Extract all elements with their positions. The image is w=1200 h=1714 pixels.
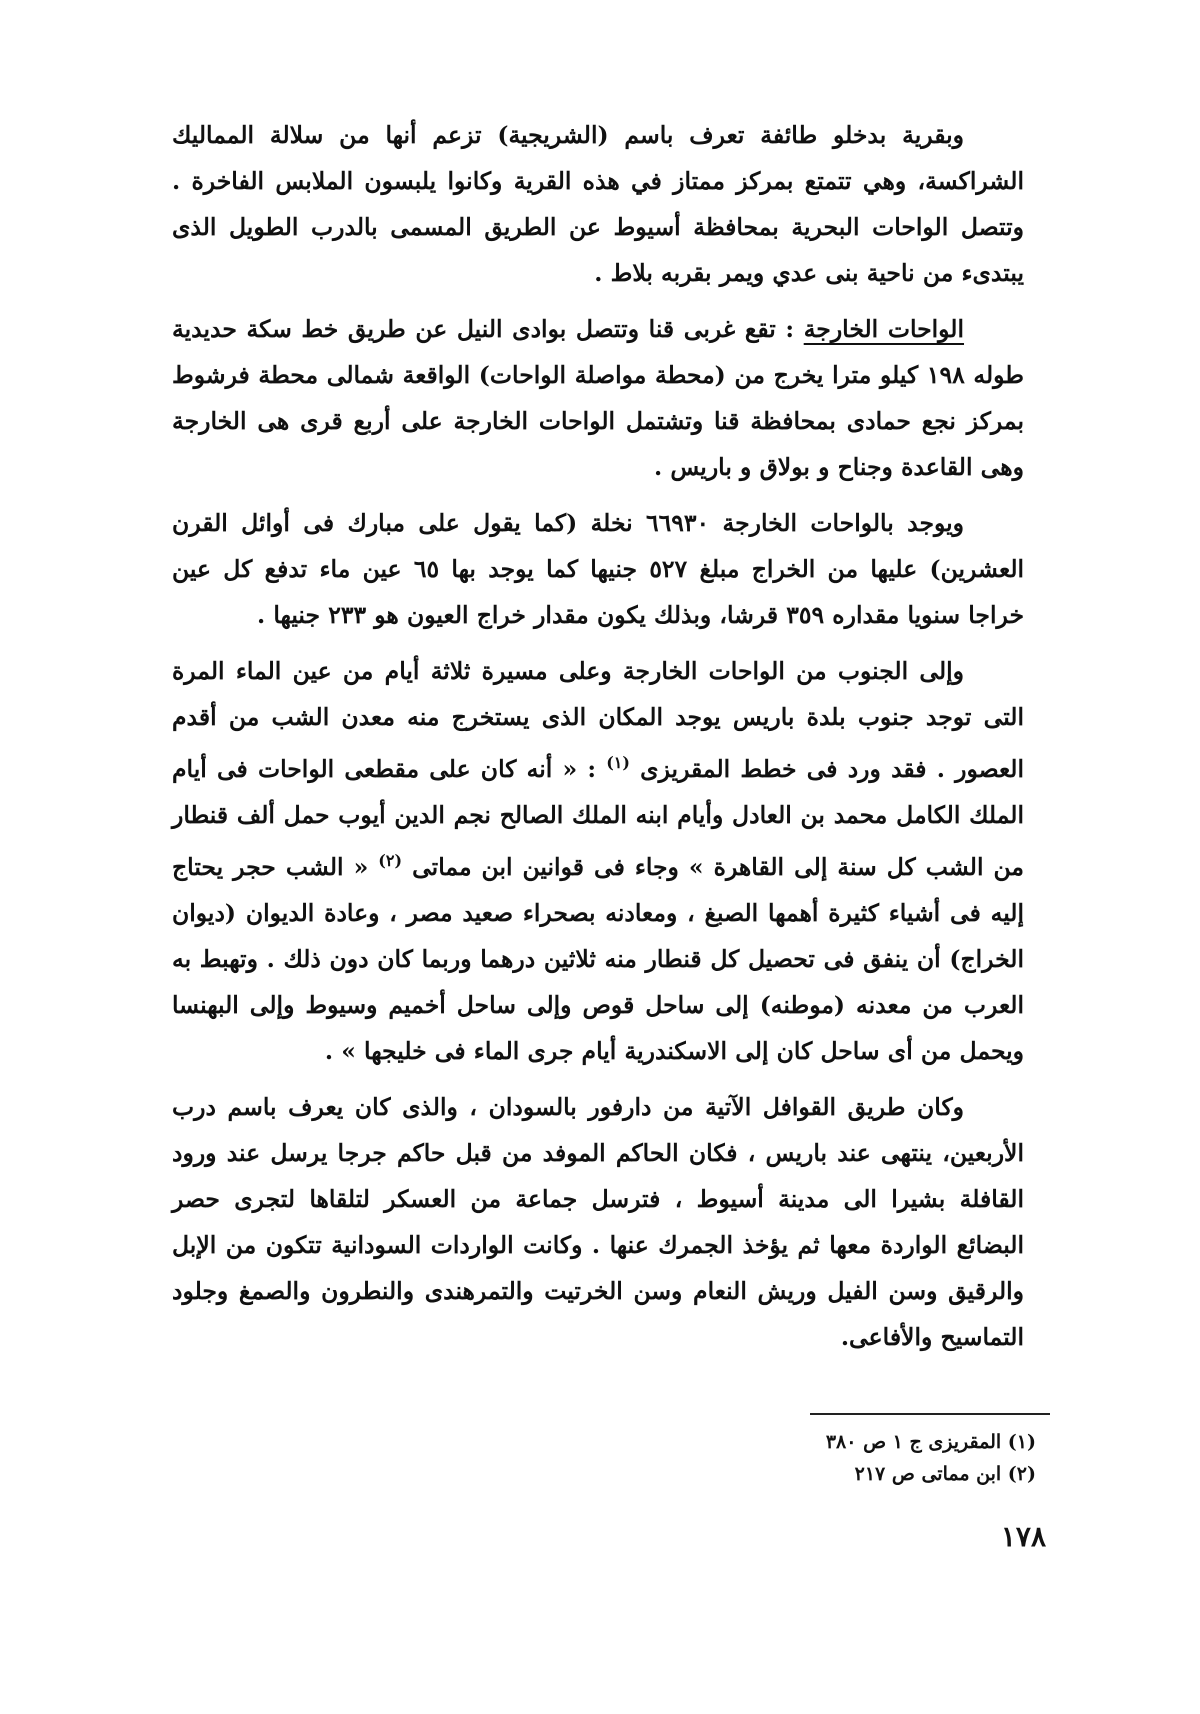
footnote-ref-2[interactable]: (٢) (378, 850, 403, 870)
alum-text-a: وإلى الجنوب من الواحات الخارجة وعلى مسيرة ثلاثة أيام من عين الماء المرة التى توجد جنوب بلدة باريس يوجد المكان الذى يستخرج منه معدن الشب من أقدم العصور . فقد ورد فى خطط المقريزى (172, 657, 1024, 783)
paragraph-caravan-route: وكان طريق القوافل الآتية من دارفور بالسودان ، والذى كان يعرف باسم درب الأربعين، ينتهى عند باريس ، فكان الحاكم الموفد من قبل حاكم جرجا يرسل عند ورود القافلة بشيرا الى مدينة أسيوط ، فترسل جماعة من العسكر لتلقاها لتجرى حصر البضائع الواردة معها ثم يؤخذ الجمرك عنها . وكانت الواردات السودانية تتكون من الإبل والرقيق وسن الفيل وريش النعام وسن الخرتيت والتمرهندى والنطرون والصمغ وجلود التماسيح والأفاعى. (172, 1092, 1024, 1351)
paragraph-kharga-oasis (172, 306, 1024, 490)
paragraph-palms-and-springs: ويوجد بالواحات الخارجة ٦٦٩٣٠ نخلة (كما يقول على مبارك فى أوائل القرن العشرين) عليها من الخراج مبلغ ٥٢٧ جنيها كما يوجد بها ٦٥ عين ماء تدفع كل عين خراجا سنويا مقداره ٣٥٩ قرشا، وبذلك يكون مقدار خراج العيون هو ٢٣٣ جنيها . (172, 509, 1025, 629)
paragraph-bahariya-tribe: وبقرية بدخلو طائفة تعرف باسم (الشريجية) تزعم أنها من سلالة المماليك الشراكسة، وهي تتمتع بمركز ممتاز في هذه القرية وكانوا يلبسون الملابس الفاخرة . وتتصل الواحات البحرية بمحافظة أسيوط عن الطريق المسمى بالدرب الطويل الذى يبتدىء من ناحية بنى عدي ويمر بقربه بلاط . (172, 121, 1024, 287)
footnotes (560, 1426, 1036, 1490)
footnote-2: (٢) ابن مماتى ص ٢١٧ (854, 1463, 1036, 1485)
alum-text-c: « الشب حجر يحتاج إليه فى أشياء كثيرة أهمها الصبغ ، ومعادنه بصحراء صعيد مصر ، وعادة الديوان (ديوان الخراج) أن ينفق فى تحصيل كل قنطار منه ثلاثين درهما وربما كان دون ذلك . وتهبط به العرب من معدنه (موطنه) إلى ساحل قوص وإلى ساحل أخميم وسيوط وإلى البهنسا ويحمل من أى ساحل كان إلى الاسكندرية أيام جرى الماء فى خليجها » . (172, 852, 1024, 1065)
footnote-divider (810, 1413, 1050, 1415)
page-number: ١٧٨ (1000, 1520, 1046, 1553)
footnote-1: (١) المقريزى ج ١ ص ٣٨٠ (825, 1431, 1036, 1453)
paragraph-alum-mines (172, 648, 1024, 1074)
footnote-ref-1[interactable]: (١) (606, 753, 630, 772)
paragraph-kharga-text: : تقع غربى قنا وتتصل بوادى النيل عن طريق خط سكة حديدية طوله ١٩٨ كيلو مترا يخرج من (محطة مواصلة الواحات) الواقعة شمالى محطة فرشوط بمركز نجع حمادى بمحافظة قنا وتشتمل الواحات الخارجة على أربع قرى هى الخارجة وهى القاعدة وجناح و بولاق و باريس . (172, 315, 1024, 481)
alum-text-b: : « أنه كان على مقطعى الواحات فى أيام الملك الكامل محمد بن العادل وأيام ابنه الملك الصالح نجم الدين أيوب حمل ألف قنطار من الشب كل سنة إلى القاهرة » وجاء فى قوانين ابن مماتى (172, 754, 1024, 881)
main-text (172, 112, 1024, 1370)
section-heading-kharga: الواحات الخارجة (803, 315, 965, 343)
